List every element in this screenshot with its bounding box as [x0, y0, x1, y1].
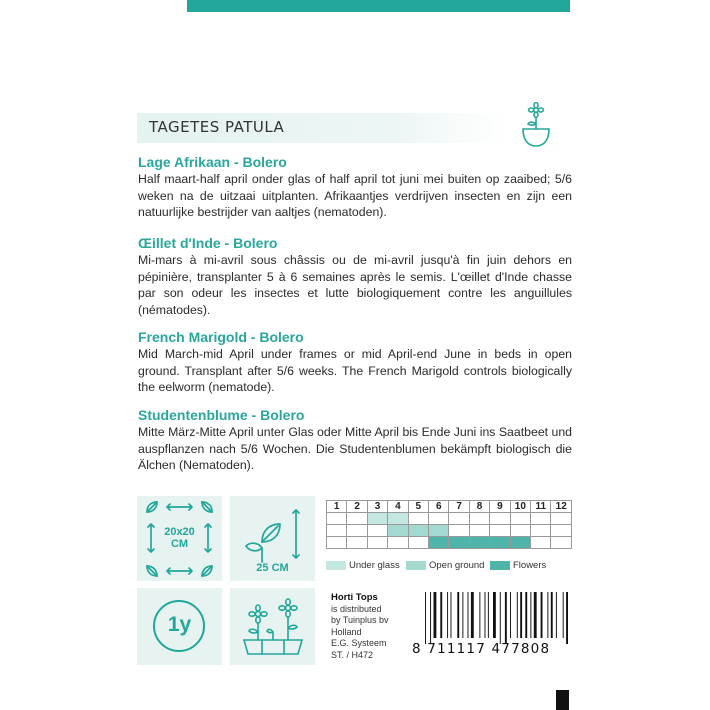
section-title: Œillet d'Inde - Bolero — [138, 235, 278, 251]
barcode-bar — [525, 592, 527, 638]
spacing-panel — [137, 496, 222, 581]
calendar-cell — [327, 525, 347, 537]
month-header: 3 — [367, 501, 387, 513]
month-header: 6 — [429, 501, 449, 513]
month-header: 7 — [449, 501, 469, 513]
distributor-info — [331, 592, 389, 661]
barcode-bar — [447, 592, 448, 638]
month-header: 1 — [327, 501, 347, 513]
barcode-bar — [488, 592, 489, 638]
legend-flowers — [490, 560, 546, 572]
calendar-cell — [551, 513, 572, 525]
barcode-bar — [479, 592, 480, 638]
calendar-cell — [327, 513, 347, 525]
calendar-cell — [490, 525, 510, 537]
month-header: 4 — [388, 501, 408, 513]
calendar-cell — [510, 525, 530, 537]
section-title: Lage Afrikaan - Bolero — [138, 154, 287, 170]
calendar-cell — [347, 525, 367, 537]
black-mark — [556, 690, 569, 710]
barcode-bar — [556, 592, 557, 638]
distributor-line: ST. / H472 — [331, 649, 374, 660]
section-title: French Marigold - Bolero — [138, 329, 304, 345]
species-title: TAGETES PATULA — [149, 118, 285, 136]
legend-label: Open ground — [429, 560, 485, 571]
barcode-bar — [520, 592, 522, 638]
barcode-bar — [485, 592, 486, 638]
lifecycle-value: 1y — [167, 613, 192, 636]
height-value: 25 CM — [256, 562, 289, 574]
legend-swatch — [406, 561, 426, 570]
legend-open-ground — [406, 560, 484, 572]
calendar-cell — [490, 513, 510, 525]
section-body: Mitte März-Mitte April unter Glas oder Mitte April bis Ende Juni ins Saatbeet und auspflanzen nach 5/6 Wochen. Die Studentenblumen bekämpft biologisch die Älchen (Nematoden). — [138, 425, 573, 472]
barcode-bar — [517, 592, 518, 638]
month-header: 12 — [551, 501, 572, 513]
barcode-bar — [493, 592, 496, 638]
calendar-cell — [408, 525, 428, 537]
barcode-bar — [425, 592, 426, 644]
species-banner — [137, 113, 507, 143]
calendar-cell — [347, 537, 367, 549]
legend-under-glass — [326, 560, 400, 572]
barcode-bar — [457, 592, 459, 638]
month-header: 10 — [510, 501, 530, 513]
barcode-bar — [505, 592, 507, 644]
barcode-bar — [440, 592, 442, 638]
distributor-line: E.G. Systeem — [331, 638, 387, 648]
barcode-bar — [500, 592, 501, 644]
month-header: 2 — [347, 501, 367, 513]
section-body: Mid March-mid April under frames or mid April-end June in beds in open ground. Transplant after 5/6 weeks. The French Marigold controls biologically the eelworm (nematode). — [138, 347, 572, 394]
calendar-cell — [429, 525, 449, 537]
calendar-cell — [449, 513, 469, 525]
calendar-cell — [510, 537, 530, 549]
month-header: 9 — [490, 501, 510, 513]
potted-plant-icon — [520, 102, 552, 148]
calendar-cell — [429, 513, 449, 525]
calendar-cell — [449, 537, 469, 549]
barcode-bar — [566, 592, 568, 644]
barcode-bar — [534, 592, 537, 638]
barcode-bar — [541, 592, 543, 638]
calendar-cell — [490, 537, 510, 549]
legend-label: Flowers — [513, 560, 547, 571]
section-de — [138, 407, 572, 474]
barcode-bar — [468, 592, 469, 638]
section-en — [138, 329, 572, 396]
calendar-cell — [367, 525, 387, 537]
section-fr — [138, 235, 572, 318]
month-header: 5 — [408, 501, 428, 513]
calendar-cell — [388, 513, 408, 525]
calendar-cell — [408, 537, 428, 549]
height-panel — [230, 496, 315, 581]
spacing-value: 20x20 — [164, 526, 195, 538]
month-header: 11 — [531, 501, 551, 513]
section-nl — [138, 154, 572, 221]
barcode-bar — [434, 592, 437, 638]
legend-swatch — [326, 561, 346, 570]
distributor-line: Holland — [331, 626, 362, 637]
legend-label: Under glass — [349, 560, 400, 571]
barcode-bar — [430, 592, 431, 644]
barcode — [425, 592, 572, 644]
calendar-cell — [449, 525, 469, 537]
lifecycle-panel — [137, 588, 222, 665]
barcode-bar — [547, 592, 548, 638]
calendar-cell — [469, 537, 489, 549]
barcode-bar — [510, 592, 511, 638]
calendar-cell — [551, 537, 572, 549]
seedling-tray-icon — [230, 588, 315, 665]
calendar-cell — [408, 513, 428, 525]
spacing-unit: CM — [170, 538, 189, 550]
section-title: Studentenblume - Bolero — [138, 407, 305, 423]
calendar-cell — [510, 513, 530, 525]
distributor-brand: Horti Tops — [331, 592, 378, 603]
barcode-bar — [563, 592, 564, 638]
calendar-cell — [367, 537, 387, 549]
barcode-number: 8 711117 477808 — [412, 641, 551, 657]
calendar-cell — [429, 537, 449, 549]
section-body: Half maart-half april onder glas of half april tot juni mei buiten op zaaibed; 5/6 weken na de uitzaai uitplanten. Afrikaantjes verdrijven insecten en zijn een natuurlijke bestrijder van aaltjes (nematoden). — [138, 172, 572, 219]
calendar-cell — [531, 537, 551, 549]
calendar-cell — [469, 513, 489, 525]
transplant-panel — [230, 588, 315, 665]
barcode-bar — [451, 592, 452, 638]
calendar-cell — [469, 525, 489, 537]
barcode-bar — [551, 592, 553, 638]
calendar-cell — [388, 537, 408, 549]
sowing-calendar — [326, 500, 572, 556]
section-body: Mi-mars à mi-avril sous châssis ou de mi-avril jusqu'à fin juin dehors en pépinière, transplanter 5 à 6 semaines après le semis. L'œillet d'Inde chasse par son odeur les insectes et lutte biologiquement contre les anguillules (nématodes). — [138, 253, 572, 317]
calendar-cell — [388, 525, 408, 537]
distributor-line: by Tuinplus bv — [331, 615, 389, 625]
top-accent-bar — [187, 0, 570, 12]
calendar-table — [326, 500, 572, 549]
calendar-cell — [327, 537, 347, 549]
barcode-bar — [462, 592, 463, 638]
barcode-bar — [471, 592, 474, 638]
calendar-cell — [367, 513, 387, 525]
calendar-cell — [531, 513, 551, 525]
calendar-cell — [347, 513, 367, 525]
barcode-bar — [530, 592, 531, 638]
legend-swatch — [490, 561, 510, 570]
distributor-line: is distributed — [331, 603, 382, 614]
calendar-cell — [531, 525, 551, 537]
month-header: 8 — [469, 501, 489, 513]
calendar-cell — [551, 525, 572, 537]
